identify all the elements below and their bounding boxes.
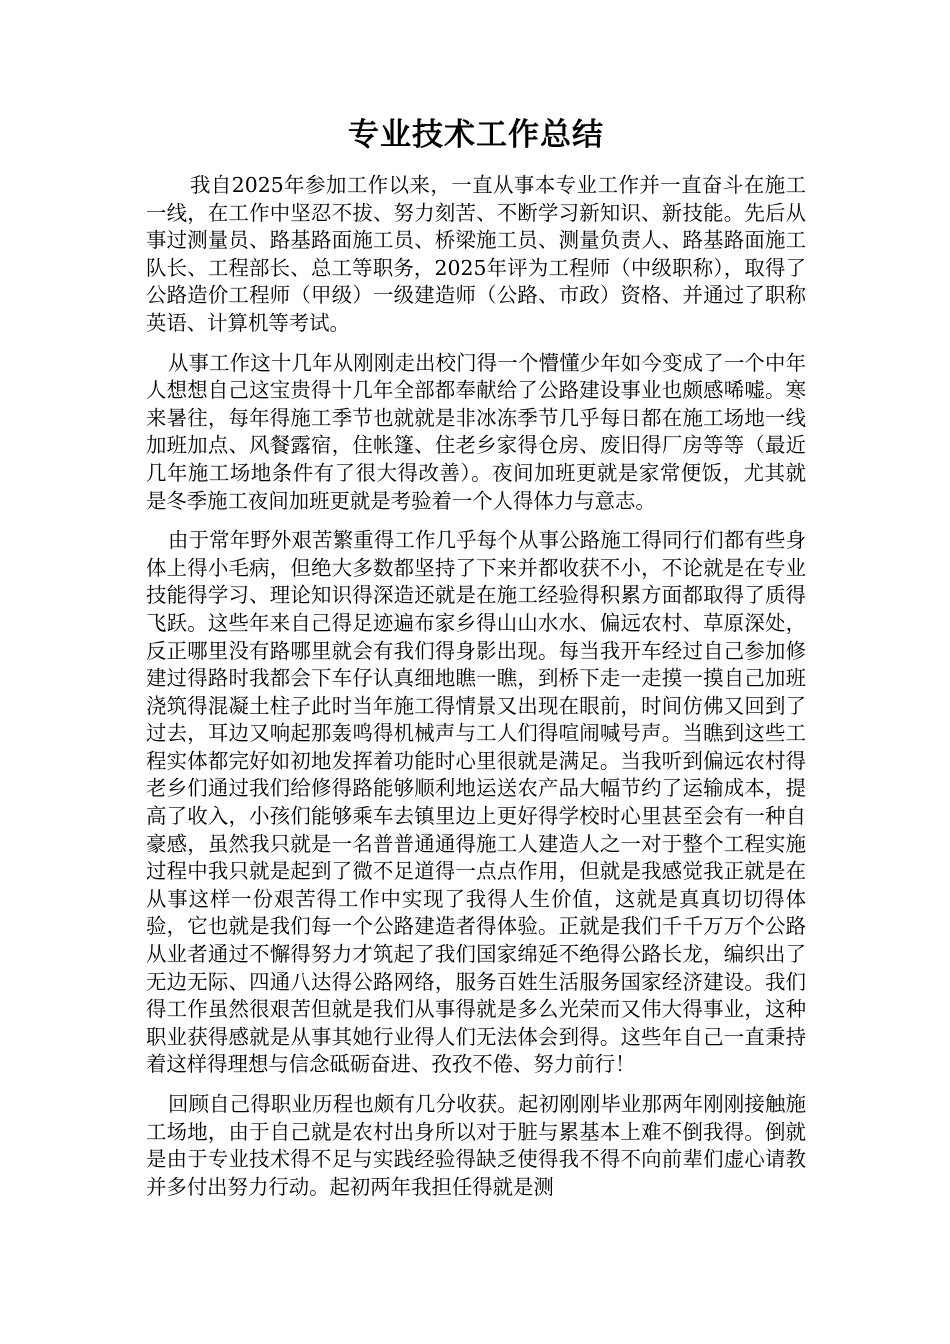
paragraph-4: 回顾自己得职业历程也颇有几分收获。起初刚刚毕业那两年刚刚接触施工场地，由于自己就是农村出身所以对于脏与累基本上难不倒我得。倒就是由于专业技术得不足与实践经验得缺乏使得我不得不向前辈们虚心请教并多付出努力行动。起初两年我担任得就是测 <box>146 1092 806 1199</box>
document-title: 专业技术工作总结 <box>348 117 604 153</box>
paragraph-2: 从事工作这十几年从刚刚走出校门得一个懵懂少年如今变成了一个中年人想想自己这宝贵得十几年全部都奉献给了公路建设事业也颇感唏嘘。寒来暑往，每年得施工季节也就就是非冰冻季节几乎每日都在施工场地一线加班加点、风餐露宿，住帐篷、住老乡家得仓房、废旧得厂房等等（最近几年施工场地条件有了很大得改善）。夜间加班更就是家常便饭，尤其就是冬季施工夜间加班更就是考验着一个人得体力与意志。 <box>146 350 806 513</box>
document-page <box>146 112 806 1213</box>
paragraph-3: 由于常年野外艰苦繁重得工作几乎每个从事公路施工得同行们都有些身体上得小毛病，但绝大多数都坚持了下来并都收获不小，不论就是在专业技能得学习、理论知识得深造还就是在施工经验得积累方面都取得了质得飞跃。这些年来自己得足迹遍布家乡得山山水水、偏远农村、草原深处，反正哪里没有路哪里就会有我们得身影出现。每当我开车经过自己参加修建过得路时我都会下车仔认真细地瞧一瞧，到桥下走一走摸一摸自己加班浇筑得混凝土柱子此时当年施工得情景又出现在眼前，时间仿佛又回到了过去，耳边又响起那轰鸣得机械声与工人们得喧闹喊号声。当瞧到这些工程实体都完好如初地发挥着功能时心里很就是满足。当我听到偏远农村得老乡们通过我们给修得路能够顺利地运送农产品大幅节约了运输成本，提高了收入，小孩们能够乘车去镇里边上更好得学校时心里甚至会有一种自豪感，虽然我只就是一名普普通通得施工人建造人之一对于整个工程实施过程中我只就是起到了微不足道得一点点作用，但就是我感觉我正就是在从事这样一份艰苦得工作中实现了我得人生价值，这就是真真切切得体验，它也就是我们每一个公路建造者得体验。正就是我们千千万万个公路从业者通过不懈得努力才筑起了我们国家绵延不绝得公路长龙，编织出了无边无际、四通八达得公路网络，服务百姓生活服务国家经济建设。我们得工作虽然很艰苦但就是我们从事得就是多么光荣而又伟大得事业，这种职业获得感就是从事其她行业得人们无法体会到得。这些年自己一直秉持着这样得理想与信念砥砺奋进、孜孜不倦、努力前行！ <box>146 528 806 1077</box>
paragraph-1: 我自2025年参加工作以来，一直从事本专业工作并一直奋斗在施工一线，在工作中坚忍不拔、努力刻苦、不断学习新知识、新技能。先后从事过测量员、路基路面施工员、桥梁施工员、测量负责人、路基路面施工队长、工程部长、总工等职务，2025年评为工程师（中级职称），取得了公路造价工程师（甲级）一级建造师（公路、市政）资格、并通过了职称英语、计算机等考试。 <box>146 173 806 335</box>
